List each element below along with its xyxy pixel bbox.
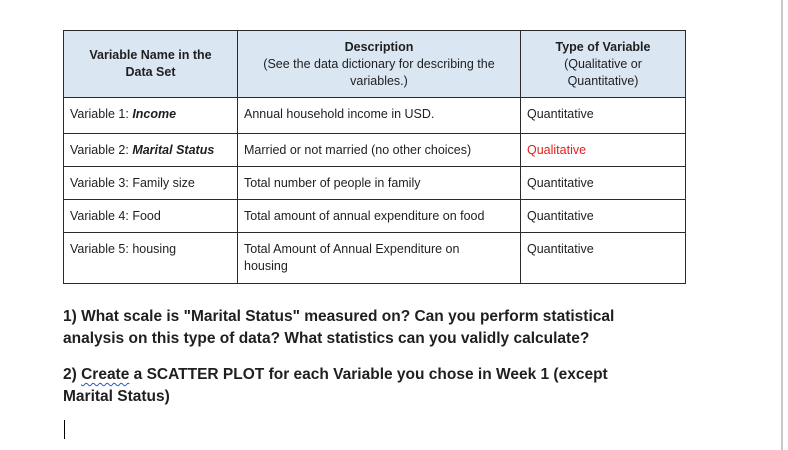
description-cell bbox=[238, 200, 521, 233]
question-1 bbox=[63, 306, 703, 350]
header-type-sub1: (Qualitative or bbox=[564, 56, 642, 71]
variable-name-cell bbox=[64, 134, 238, 167]
header-variable-name-line2: Data Set bbox=[125, 65, 176, 79]
description-cell bbox=[238, 167, 521, 200]
question-1-line1: 1) What scale is "Marital Status" measured on? Can you perform statistical bbox=[63, 308, 615, 325]
description-text-line2: housing bbox=[244, 259, 288, 273]
type-text-qualitative: Qualitative bbox=[527, 143, 587, 157]
variable-name: Food bbox=[132, 209, 161, 223]
type-text: Quantitative bbox=[527, 176, 594, 190]
type-cell bbox=[521, 200, 686, 233]
description-text: Annual household income in USD. bbox=[244, 107, 435, 121]
type-cell bbox=[521, 98, 686, 134]
description-text: Married or not married (no other choices) bbox=[244, 143, 472, 157]
question-1-line2: analysis on this type of data? What statistics can you validly calculate? bbox=[63, 330, 590, 347]
type-cell bbox=[521, 134, 686, 167]
type-text: Quantitative bbox=[527, 242, 594, 256]
question-2-line1 bbox=[63, 364, 703, 386]
variable-name-cell bbox=[64, 233, 238, 284]
variable-name: housing bbox=[132, 242, 177, 256]
questions-block[interactable] bbox=[63, 306, 703, 408]
type-cell bbox=[521, 233, 686, 284]
variables-table bbox=[63, 30, 686, 284]
header-type-sub2: Quantitative) bbox=[567, 73, 639, 88]
question-2-rest: a SCATTER PLOT for each Variable you chose in Week 1 (except bbox=[129, 366, 608, 383]
variable-prefix: Variable 3: bbox=[70, 176, 133, 190]
header-description-sub1: (See the data dictionary for describing the bbox=[263, 56, 495, 71]
table-row bbox=[64, 167, 686, 200]
header-description-title: Description bbox=[344, 39, 414, 54]
table-row bbox=[64, 98, 686, 134]
table-row bbox=[64, 233, 686, 284]
variable-name: Marital Status bbox=[132, 143, 215, 157]
type-cell bbox=[521, 167, 686, 200]
variable-prefix: Variable 4: bbox=[70, 209, 133, 223]
spellcheck-flagged-word[interactable]: Create bbox=[81, 366, 130, 383]
header-variable-name bbox=[64, 31, 238, 98]
description-text: Total number of people in family bbox=[244, 176, 421, 190]
table-row bbox=[64, 200, 686, 233]
table-row bbox=[64, 134, 686, 167]
variable-prefix: Variable 5: bbox=[70, 242, 133, 256]
variable-prefix: Variable 2: bbox=[70, 143, 133, 157]
header-description-sub2: variables.) bbox=[350, 73, 408, 88]
variable-name: Income bbox=[132, 107, 177, 121]
header-description bbox=[238, 31, 521, 98]
variable-name-cell bbox=[64, 167, 238, 200]
variable-prefix: Variable 1: bbox=[70, 107, 133, 121]
table-header-row bbox=[64, 31, 686, 98]
type-text: Quantitative bbox=[527, 209, 594, 223]
description-text: Total amount of annual expenditure on food bbox=[244, 209, 485, 223]
variable-name-cell bbox=[64, 98, 238, 134]
question-2-line2: Marital Status) bbox=[63, 388, 170, 405]
header-variable-name-line1: Variable Name in the bbox=[89, 48, 212, 62]
header-type bbox=[521, 31, 686, 98]
type-text: Quantitative bbox=[527, 107, 594, 121]
description-cell bbox=[238, 233, 521, 284]
text-cursor bbox=[64, 420, 65, 439]
page-edge bbox=[781, 0, 783, 450]
header-type-title: Type of Variable bbox=[555, 39, 651, 54]
question-2 bbox=[63, 364, 703, 408]
description-cell bbox=[238, 134, 521, 167]
description-text: Total Amount of Annual Expenditure on bbox=[244, 242, 460, 256]
description-cell bbox=[238, 98, 521, 134]
variable-name-cell bbox=[64, 200, 238, 233]
variable-name: Family size bbox=[132, 176, 195, 190]
question-2-prefix: 2) bbox=[63, 366, 82, 383]
